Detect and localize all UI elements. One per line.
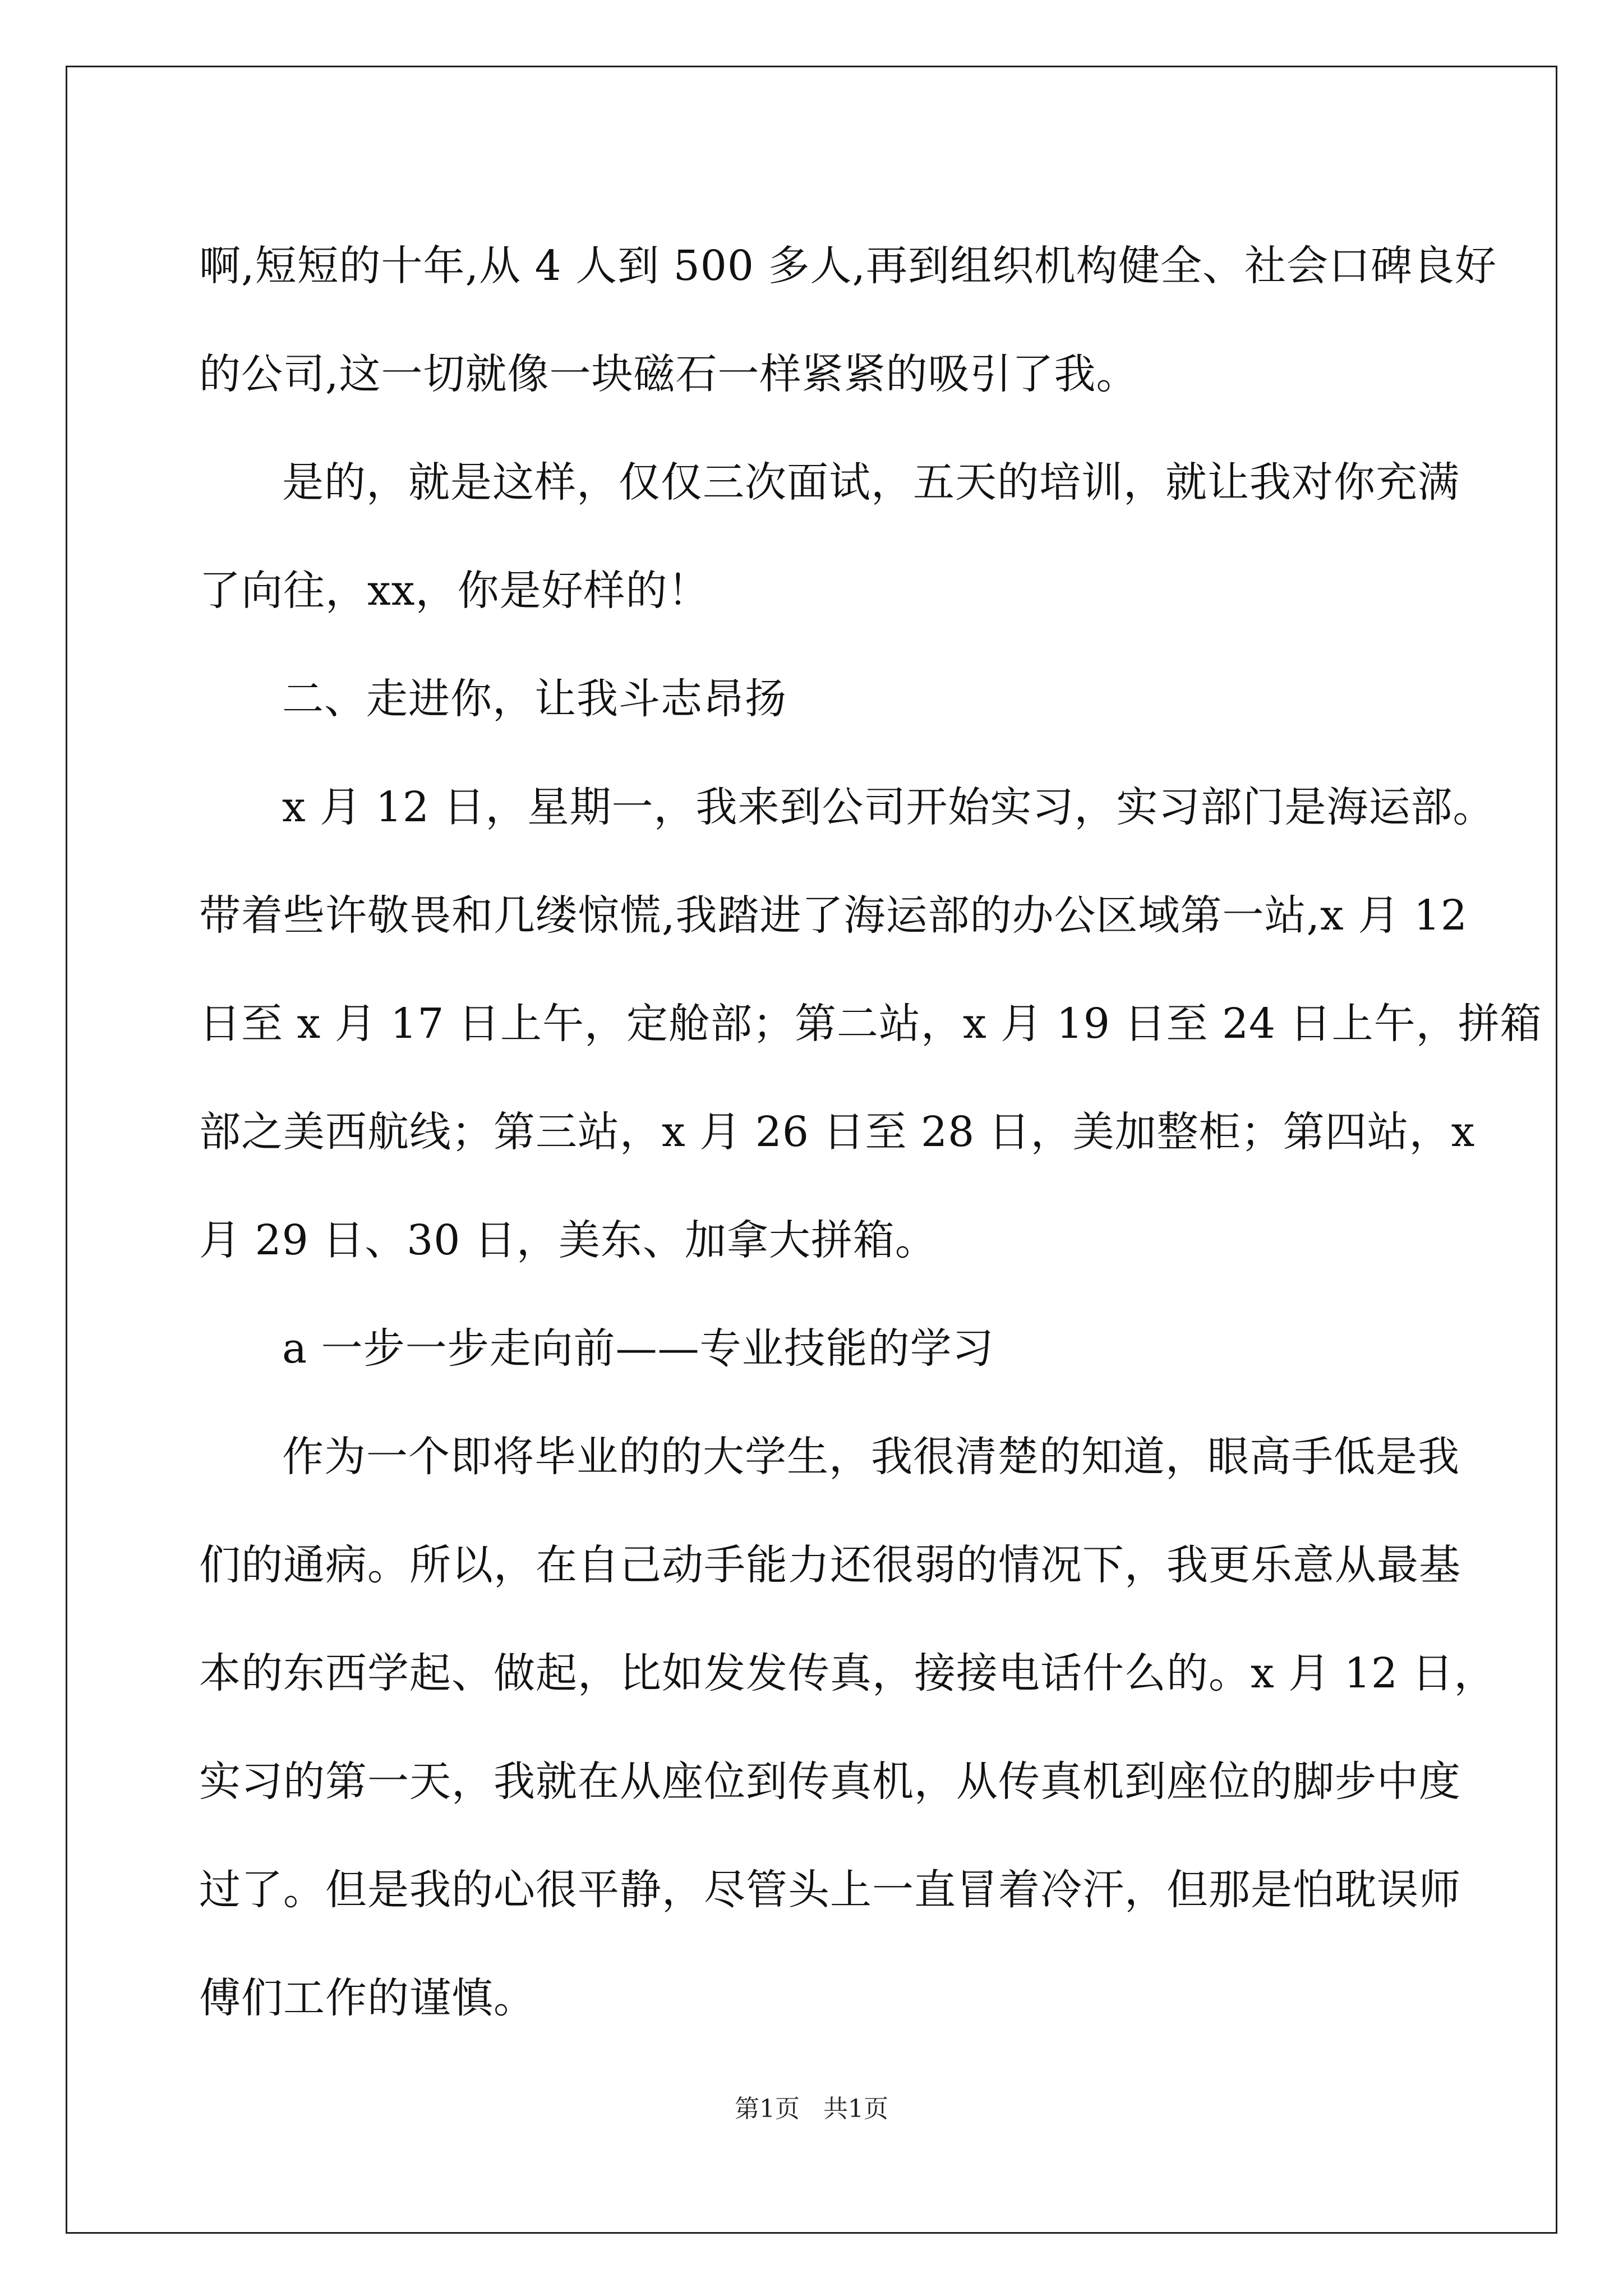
text-line: 日至 x 月 17 日上午，定舱部；第二站，x 月 19 日至 24 日上午，拼箱 <box>199 1000 1542 1048</box>
document-body <box>199 212 1542 2053</box>
text-line: 本的东西学起、做起，比如发发传真，接接电话什么的。x 月 12 日， <box>199 1649 1496 1697</box>
text-line: 实习的第一天，我就在从座位到传真机，从传真机到座位的脚步中度 <box>199 1757 1461 1806</box>
text-line: x 月 12 日，星期一，我来到公司开始实习，实习部门是海运部。 <box>282 783 1495 831</box>
page-footer: 第1页 共1页 <box>735 2095 888 2123</box>
text-line: 是的，就是这样，仅仅三次面试，五天的培训，就让我对你充满 <box>282 458 1460 507</box>
section-heading: 二、走进你，让我斗志昂扬 <box>282 675 787 723</box>
subsection-heading: a 一步一步走向前——专业技能的学习 <box>282 1324 994 1373</box>
text-line: 了向往，xx，你是好样的！ <box>199 567 710 615</box>
text-line: 的公司,这一切就像一块磁石一样紧紧的吸引了我。 <box>199 350 1138 398</box>
text-line: 作为一个即将毕业的的大学生，我很清楚的知道，眼高手低是我 <box>282 1433 1460 1481</box>
text-line: 带着些许敬畏和几缕惊慌,我踏进了海运部的办公区域第一站,x 月 12 <box>199 891 1468 940</box>
text-line: 们的通病。所以，在自己动手能力还很弱的情况下，我更乐意从最基 <box>199 1541 1461 1589</box>
text-line: 傅们工作的谨慎。 <box>199 1974 536 2022</box>
text-line: 月 29 日、30 日，美东、加拿大拼箱。 <box>199 1216 937 1264</box>
text-line: 过了。但是我的心很平静，尽管头上一直冒着冷汗，但那是怕耽误师 <box>199 1866 1461 1914</box>
text-line: 部之美西航线；第三站，x 月 26 日至 28 日，美加整柜；第四站，x <box>199 1108 1476 1156</box>
text-line: 啊,短短的十年,从 4 人到 500 多人,再到组织机构健全、社会口碑良好 <box>199 242 1497 290</box>
